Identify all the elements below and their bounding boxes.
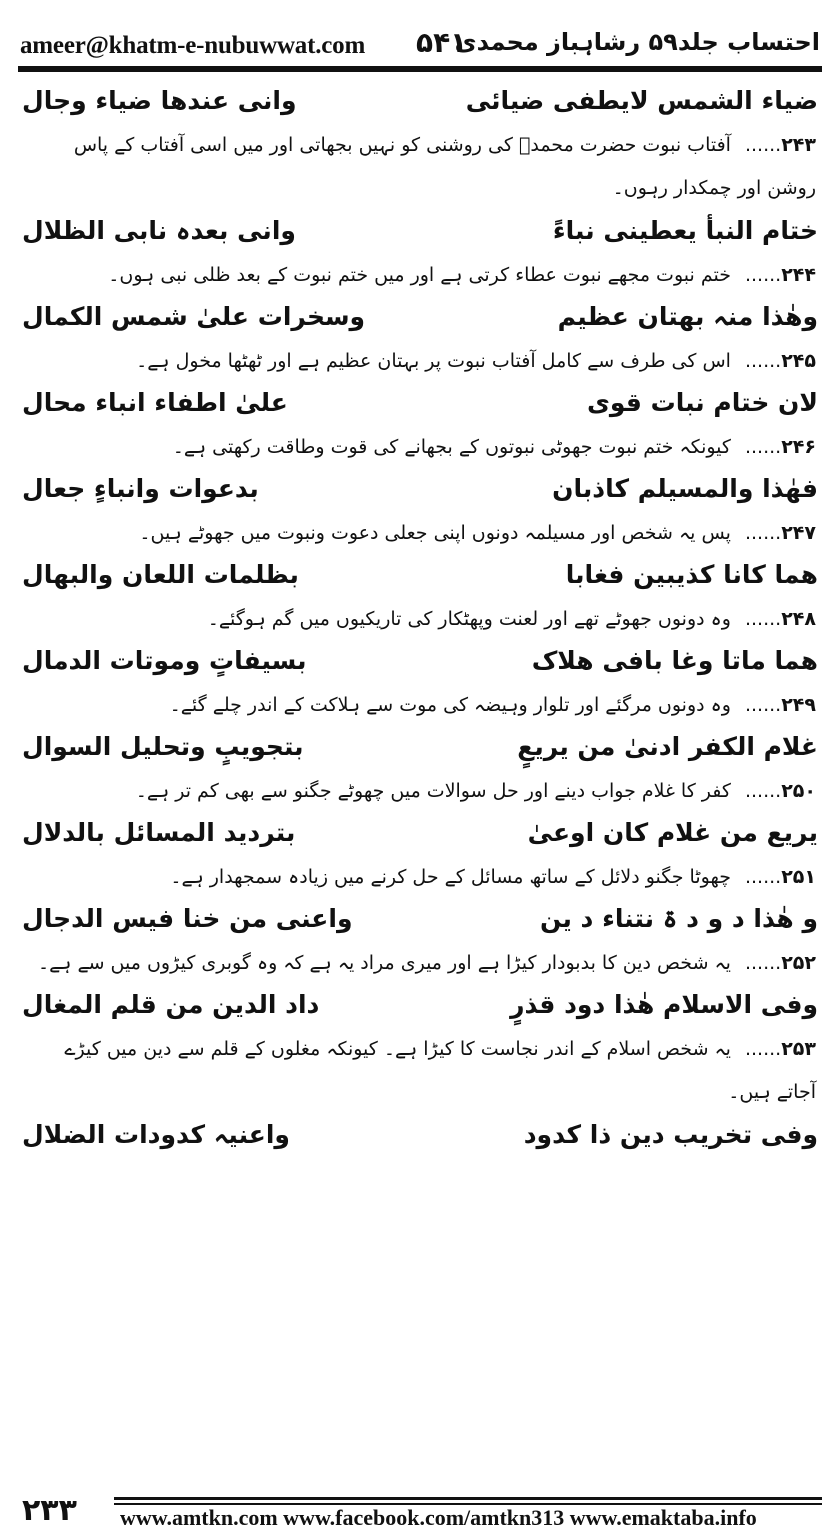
hemistich-left: بدعوات وانباءٍ جعال bbox=[22, 474, 259, 503]
verse-line bbox=[20, 82, 820, 124]
number-dots: ...... bbox=[744, 1038, 782, 1060]
header-page-number: ۵۴۱ bbox=[416, 26, 468, 59]
translation-text: اس کی طرف سے کامل آفتاب نبوت پر بہتان عظیم ہے اور ٹھٹھا مخول ہے۔ bbox=[136, 350, 731, 372]
verse-number: ۲۵۳ bbox=[781, 1038, 816, 1060]
verse-number: ۲۴۶ bbox=[781, 436, 816, 458]
translation bbox=[20, 856, 820, 900]
translation bbox=[20, 598, 820, 642]
verse-line bbox=[20, 642, 820, 684]
number-dots: ...... bbox=[744, 866, 782, 888]
hemistich-right: ضیاء الشمس لایطفی ضیائی bbox=[465, 86, 818, 115]
hemistich-right: یریع من غلام کان اوعیٰ bbox=[527, 818, 818, 847]
translation bbox=[20, 512, 820, 556]
number-dots: ...... bbox=[744, 264, 782, 286]
hemistich-left: وانی عندھا ضیاء وجال bbox=[22, 86, 297, 115]
translation-text: یہ شخص اسلام کے اندر نجاست کا کیڑا ہے۔ کیونکہ مغلوں کے قلم سے دین میں کیڑے آجاتے ہیں۔ bbox=[64, 1038, 816, 1103]
hemistich-left: بسیفاتٍ وموتات الدمال bbox=[22, 646, 307, 675]
hemistich-right: لان ختام نبات قوی bbox=[586, 388, 818, 417]
translation bbox=[20, 426, 820, 470]
hemistich-right: فھٰذا والمسیلم کاذبان bbox=[552, 474, 818, 503]
hemistich-right: ھما ماتا وغا بافی ھلاک bbox=[531, 646, 818, 675]
verse-line bbox=[20, 1116, 820, 1158]
translation bbox=[20, 684, 820, 728]
translation bbox=[20, 942, 820, 986]
poem-body bbox=[20, 82, 820, 1158]
verse-line bbox=[20, 384, 820, 426]
verse-number: ۲۴۳ bbox=[781, 134, 816, 156]
hemistich-right: غلام الکفر ادنیٰ من یریعٍ bbox=[517, 732, 818, 761]
translation-text: پس یہ شخص اور مسیلمہ دونوں اپنی جعلی دعوت ونبوت میں جھوٹے ہیں۔ bbox=[139, 522, 731, 544]
footer-links: www.amtkn.com www.facebook.com/amtkn313 www.emaktaba.info bbox=[120, 1505, 757, 1530]
hemistich-right: ختام النبأ یعطینی نباءً bbox=[552, 216, 818, 245]
hemistich-left: بظلمات اللعان والبھال bbox=[22, 560, 299, 589]
page-footer bbox=[18, 1493, 822, 1533]
number-dots: ...... bbox=[744, 952, 782, 974]
hemistich-right: و ھٰذا د و د ۃ نتناء د ین bbox=[539, 904, 818, 933]
header-rule bbox=[18, 66, 822, 72]
translation-text: ختم نبوت مجھے نبوت عطاء کرتی ہے اور میں ختم نبوت کے بعد ظلی نبی ہوں۔ bbox=[108, 264, 731, 286]
hemistich-right: وھٰذا منہ بھتان عظیم bbox=[557, 302, 818, 331]
verse-number: ۲۵۰ bbox=[781, 780, 816, 802]
translation bbox=[20, 770, 820, 814]
footer-rule bbox=[114, 1497, 822, 1500]
verse-line bbox=[20, 900, 820, 942]
verse-line bbox=[20, 212, 820, 254]
verse-number: ۲۴۹ bbox=[781, 694, 816, 716]
hemistich-left: وانی بعدہ نابی الظلال bbox=[22, 216, 296, 245]
verse-line bbox=[20, 986, 820, 1028]
translation-text: چھوٹا جگنو دلائل کے ساتھ مسائل کے حل کرنے میں زیادہ سمجھدار ہے۔ bbox=[170, 866, 731, 888]
number-dots: ...... bbox=[744, 350, 782, 372]
hemistich-left: بتجویبٍ وتحلیل السوال bbox=[22, 732, 304, 761]
translation bbox=[20, 340, 820, 384]
verse-number: ۲۴۸ bbox=[781, 608, 816, 630]
translation-text: وہ دونوں مرگئے اور تلوار وہیضہ کی موت سے ہلاکت کے اندر چلے گئے۔ bbox=[169, 694, 731, 716]
translation-text: وہ دونوں جھوٹے تھے اور لعنت وپھٹکار کی تاریکیوں میں گم ہوگئے۔ bbox=[207, 608, 731, 630]
translation-text: آفتاب نبوت حضرت محمدؐ کی روشنی کو نہیں بجھاتی اور میں اسی آفتاب کے پاس روشن اور چمکدار رہوں۔ bbox=[73, 134, 816, 199]
number-dots: ...... bbox=[744, 694, 782, 716]
translation bbox=[20, 124, 820, 212]
verse-number: ۲۴۷ bbox=[781, 522, 816, 544]
hemistich-right: وفی الاسلام ھٰذا دود قذرٍ bbox=[510, 990, 818, 1019]
hemistich-right: ھما کانا کذیبین فغابا bbox=[565, 560, 818, 589]
hemistich-left: واعنیہ کدودات الضلال bbox=[22, 1120, 290, 1149]
number-dots: ...... bbox=[744, 436, 782, 458]
hemistich-left: داد الدین من قلم المغال bbox=[22, 990, 320, 1019]
number-dots: ...... bbox=[744, 608, 782, 630]
verse-number: ۲۵۲ bbox=[781, 952, 816, 974]
translation-text: یہ شخص دین کا بدبودار کیڑا ہے اور میری مراد یہ ہے کہ وہ گوبری کیڑوں میں سے ہے۔ bbox=[38, 952, 731, 974]
translation-text: کیونکہ ختم نبوت جھوٹی نبوتوں کے بجھانے کی قوت وطاقت رکھتی ہے۔ bbox=[172, 436, 731, 458]
verse-number: ۲۴۴ bbox=[781, 264, 816, 286]
translation bbox=[20, 1028, 820, 1116]
header-title: احتساب جلد۵۹ رشاہباز محمدی bbox=[454, 28, 820, 56]
verse-line bbox=[20, 470, 820, 512]
number-dots: ...... bbox=[744, 780, 782, 802]
verse-number: ۲۴۵ bbox=[781, 350, 816, 372]
verse-line bbox=[20, 814, 820, 856]
hemistich-right: وفی تخریب دین ذا کدود bbox=[523, 1120, 818, 1149]
verse-line bbox=[20, 298, 820, 340]
verse-number: ۲۵۱ bbox=[781, 866, 816, 888]
verse-line bbox=[20, 728, 820, 770]
header-email: ameer@khatm-e-nubuwwat.com bbox=[20, 32, 366, 59]
hemistich-left: وسخرات علیٰ شمس الکمال bbox=[22, 302, 366, 331]
verse-line bbox=[20, 556, 820, 598]
translation bbox=[20, 254, 820, 298]
page-header bbox=[18, 18, 822, 64]
number-dots: ...... bbox=[744, 522, 782, 544]
hemistich-left: واعنی من خنا فیس الدجال bbox=[22, 904, 353, 933]
hemistich-left: بتردید المسائل بالدلال bbox=[22, 818, 296, 847]
translation-text: کفر کا غلام جواب دینے اور حل سوالات میں چھوٹے جگنو سے بھی کم تر ہے۔ bbox=[135, 780, 731, 802]
footer-page-number: ۲۳۳ bbox=[22, 1493, 77, 1528]
number-dots: ...... bbox=[744, 134, 782, 156]
hemistich-left: علیٰ اطفاء انباء محال bbox=[22, 388, 288, 417]
